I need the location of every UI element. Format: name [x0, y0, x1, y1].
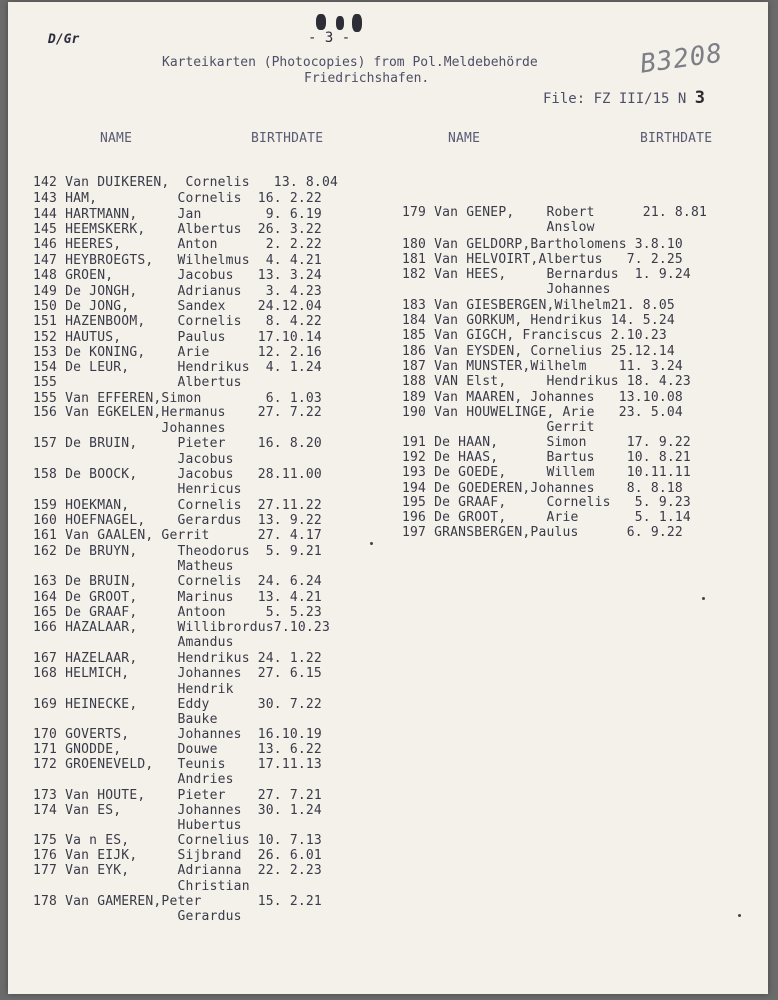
paper-speck [738, 914, 741, 917]
right-birthdate-header: BIRTHDATE [640, 131, 713, 146]
document-page [8, 2, 768, 994]
register-entry: 190 Van HOUWELINGE, Arie 23. 5.04 [402, 405, 683, 420]
register-entry: 181 Van HELVOIRT,Albertus 7. 2.25 [402, 252, 683, 267]
register-entry: 196 De GROOT, Arie 5. 1.14 [402, 510, 691, 525]
register-entry: 189 Van MAAREN, Johannes 13.10.08 [402, 390, 683, 405]
register-entry: 146 HEERES, Anton 2. 2.22 [33, 237, 322, 252]
register-entry: 171 GNODDE, Douwe 13. 6.22 [33, 742, 322, 757]
register-entry: 188 VAN Elst, Hendrikus 18. 4.23 [402, 374, 691, 389]
register-entry: 149 De JONGH, Adrianus 3. 4.23 [33, 284, 322, 299]
ink-blot [352, 14, 362, 32]
register-entry: Hubertus [33, 818, 242, 833]
register-entry: 143 HAM, Cornelis 16. 2.22 [33, 191, 322, 206]
register-entry: 176 Van EIJK, Sijbrand 26. 6.01 [33, 848, 322, 863]
register-entry: 144 HARTMANN, Jan 9. 6.19 [33, 207, 322, 222]
register-entry: Amandus [33, 635, 234, 650]
register-entry: 169 HEINECKE, Eddy 30. 7.22 [33, 697, 322, 712]
register-entry: 159 HOEKMAN, Cornelis 27.11.22 [33, 498, 322, 513]
register-entry: 197 GRANSBERGEN,Paulus 6. 9.22 [402, 525, 683, 540]
register-entry: 195 De GRAAF, Cornelis 5. 9.23 [402, 495, 691, 510]
register-entry: 164 De GROOT, Marinus 13. 4.21 [33, 590, 322, 605]
register-entry: 157 De BRUIN, Pieter 16. 8.20 [33, 436, 322, 451]
register-entry: 183 Van GIESBERGEN,Wilhelm21. 8.05 [402, 298, 675, 313]
register-entry: 174 Van ES, Johannes 30. 1.24 [33, 803, 322, 818]
register-entry: 187 Van MUNSTER,Wilhelm 11. 3.24 [402, 359, 683, 374]
register-entry: Gerardus [33, 909, 242, 924]
register-entry: 147 HEYBROEGTS, Wilhelmus 4. 4.21 [33, 253, 322, 268]
register-entry: 158 De BOOCK, Jacobus 28.11.00 [33, 467, 322, 482]
paper-speck [702, 597, 705, 600]
register-entry: Christian [33, 879, 250, 894]
register-entry: 155 Albertus [33, 375, 242, 390]
register-entry: 152 HAUTUS, Paulus 17.10.14 [33, 330, 322, 345]
document-subtitle: Friedrichshafen. [304, 71, 430, 86]
ink-blot [316, 14, 326, 30]
handwritten-stamp: B3208 [638, 38, 725, 80]
register-entry: 160 HOEFNAGEL, Gerardus 13. 9.22 [33, 513, 322, 528]
register-entry: Henricus [33, 482, 242, 497]
register-entry: 177 Van EYK, Adrianna 22. 2.23 [33, 863, 322, 878]
register-entry: 170 GOVERTS, Johannes 16.10.19 [33, 727, 322, 742]
register-entry: 148 GROEN, Jacobus 13. 3.24 [33, 268, 322, 283]
register-entry: Johannes [33, 421, 226, 436]
register-entry: 153 De KONING, Arie 12. 2.16 [33, 345, 322, 360]
register-entry: 165 De GRAAF, Antoon 5. 5.23 [33, 605, 322, 620]
register-entry: 191 De HAAN, Simon 17. 9.22 [402, 435, 691, 450]
register-entry: 172 GROENEVELD, Teunis 17.11.13 [33, 757, 322, 772]
left-birthdate-header: BIRTHDATE [251, 131, 324, 146]
register-entry: 168 HELMICH, Johannes 27. 6.15 [33, 666, 322, 681]
register-entry: 193 De GOEDE, Willem 10.11.11 [402, 465, 691, 480]
register-entry: 192 De HAAS, Bartus 10. 8.21 [402, 450, 691, 465]
register-entry: Jacobus [33, 452, 234, 467]
register-entry: 155 Van EFFEREN,Simon 6. 1.03 [33, 391, 322, 406]
page-number: - 3 - [308, 30, 351, 46]
right-name-header: NAME [448, 131, 481, 146]
register-entry: 167 HAZELAAR, Hendrikus 24. 1.22 [33, 651, 322, 666]
register-entry: 175 Va n ES, Cornelius 10. 7.13 [33, 833, 322, 848]
document-title: Karteikarten (Photocopies) from Pol.Meldebehörde [162, 55, 538, 70]
typist-initials: D/Gr [48, 32, 80, 47]
register-entry: Hendrik [33, 682, 234, 697]
register-entry: 182 Van HEES, Bernardus 1. 9.24 [402, 267, 691, 282]
register-entry: 162 De BRUYN, Theodorus 5. 9.21 [33, 544, 322, 559]
register-entry: 173 Van HOUTE, Pieter 27. 7.21 [33, 788, 322, 803]
register-entry: Anslow [402, 220, 595, 235]
register-entry: 154 De LEUR, Hendrikus 4. 1.24 [33, 360, 322, 375]
register-entry: Johannes [402, 282, 611, 297]
register-entry: 150 De JONG, Sandex 24.12.04 [33, 299, 322, 314]
register-entry: 194 De GOEDEREN,Johannes 8. 8.18 [402, 481, 683, 496]
register-entry: 184 Van GORKUM, Hendrikus 14. 5.24 [402, 313, 675, 328]
register-entry: Gerrit [402, 420, 595, 435]
register-entry: 166 HAZALAAR, Willibrordus7.10.23 [33, 620, 330, 635]
register-entry: 163 De BRUIN, Cornelis 24. 6.24 [33, 574, 322, 589]
register-entry: 179 Van GENEP, Robert 21. 8.81 [402, 205, 708, 220]
register-entry: 180 Van GELDORP,Bartholomens 3.8.10 [402, 237, 683, 252]
register-entry: 161 Van GAALEN, Gerrit 27. 4.17 [33, 528, 322, 543]
register-entry: 185 Van GIGCH, Franciscus 2.10.23 [402, 328, 667, 343]
file-label: File: FZ III/15 N [543, 91, 687, 107]
register-entry: 178 Van GAMEREN,Peter 15. 2.21 [33, 894, 322, 909]
ink-blot [336, 16, 344, 30]
register-entry: 142 Van DUIKEREN, Cornelis 13. 8.04 [33, 175, 339, 190]
register-entry: Bauke [33, 712, 218, 727]
paper-speck [370, 542, 373, 545]
register-entry: 156 Van EGKELEN,Hermanus 27. 7.22 [33, 405, 322, 420]
file-number: 3 [694, 88, 705, 108]
register-entry: Matheus [33, 559, 234, 574]
register-entry: 145 HEEMSKERK, Albertus 26. 3.22 [33, 222, 322, 237]
file-reference [543, 88, 705, 108]
register-entry: 151 HAZENBOOM, Cornelis 8. 4.22 [33, 314, 322, 329]
register-entry: Andries [33, 772, 234, 787]
register-entry: 186 Van EYSDEN, Cornelius 25.12.14 [402, 344, 675, 359]
left-name-header: NAME [100, 131, 133, 146]
